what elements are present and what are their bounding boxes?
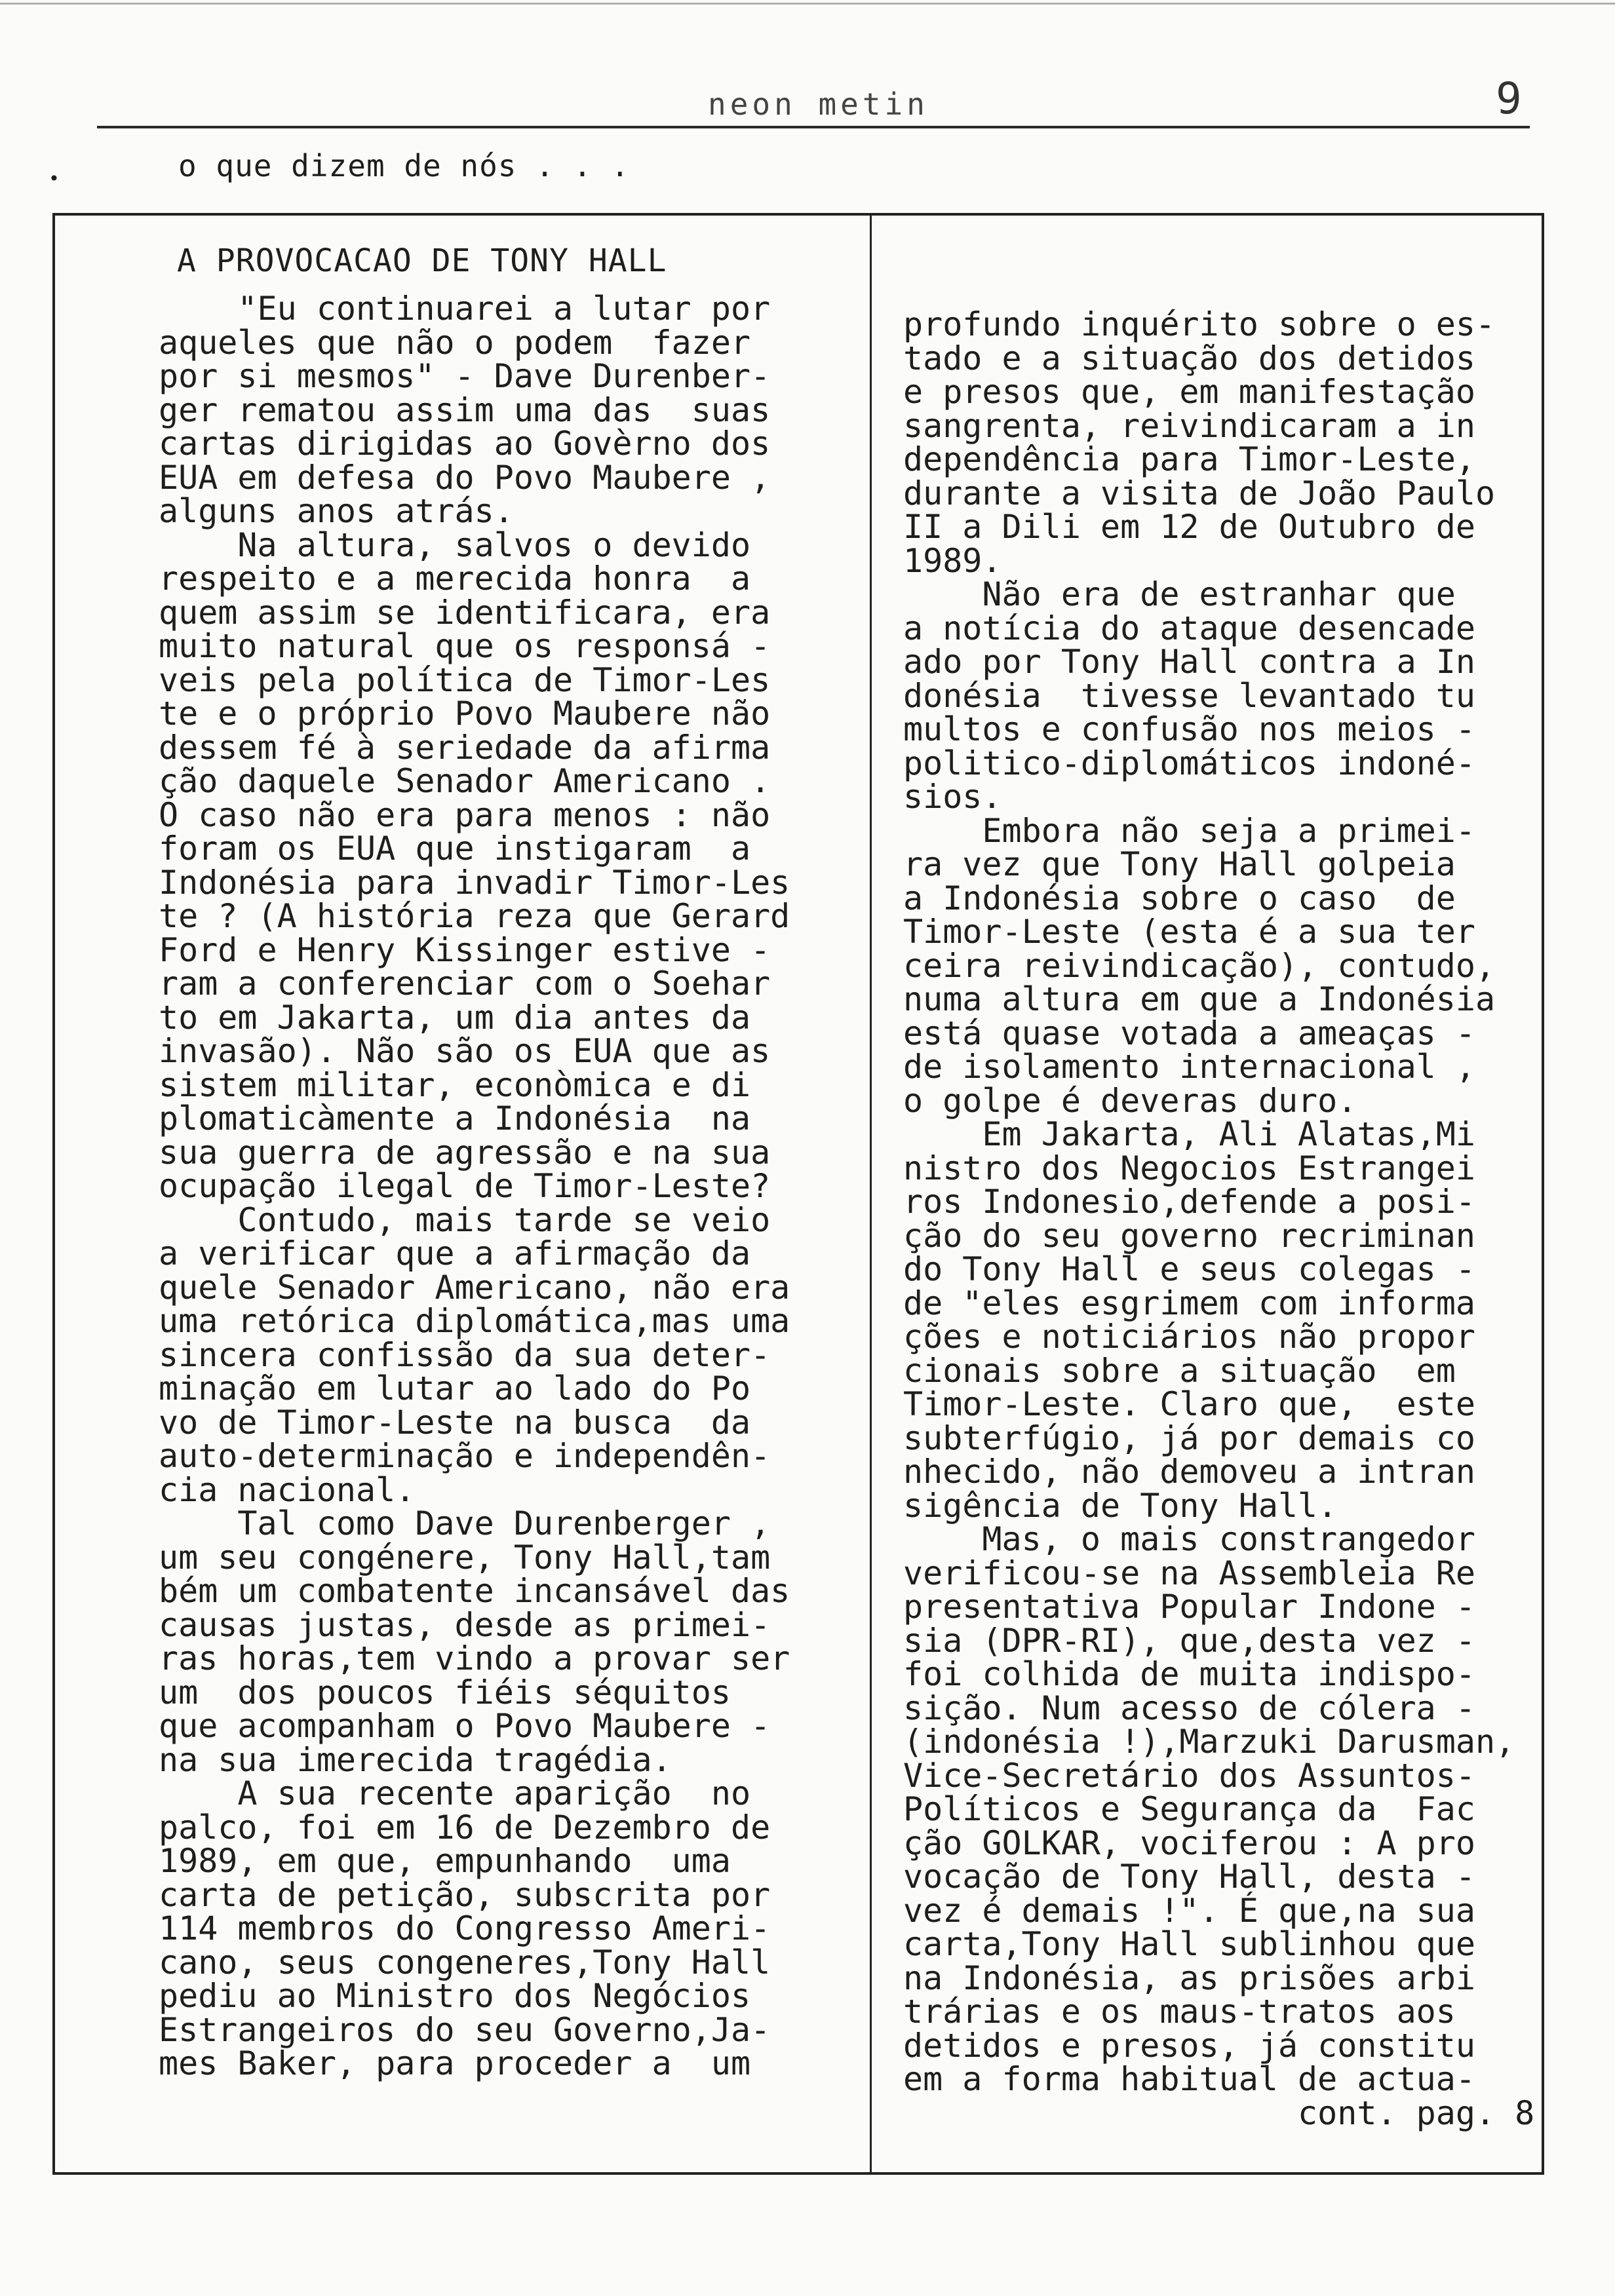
header-rule bbox=[97, 126, 1530, 128]
article-title: A PROVOCACAO DE TONY HALL bbox=[177, 242, 667, 279]
bullet-mark: • bbox=[49, 168, 60, 189]
article-column-right: profundo inquérito sobre o es- tado e a situação dos detidos e presos que, em manifestação sangrenta, reivindicaram a in dependência para Timor-Leste, durante a visita de João Paulo II a Dili em 12 de Outubro de 1989. Não era de estranhar que a notícia do ataque desencade ado por Tony Hall contra a In donésia tivesse levantado tu multos e confusão nos meios - politico-diplomáticos indoné- sios. Embora não seja a primei- ra vez que Tony Hall golpeia a Indonésia sobre o caso de Timor-Leste (esta é a sua ter ceira reivindicação), contudo, numa altura em que a Indonésia está quase votada a ameaças - de isolamento internacional , o golpe é deveras duro. Em Jakarta, Ali Alatas,Mi nistro dos Negocios Estrangei ros Indonesio,defende a posi- ção do seu governo recriminan do Tony Hall e seus colegas - de "eles esgrimem com informa ções e noticiários não propor cionais sobre a situação em Timor-Leste. Claro que, este subterfúgio, já por demais co nhecido, não demoveu a intran sigência de Tony Hall. Mas, o mais constrangedor verificou-se na Assembleia Re presentativa Popular Indone - sia (DPR-RI), que,desta vez - foi colhida de muita indispo- sição. Num acesso de cólera - (indonésia !),Marzuki Darusman, Vice-Secretário dos Assuntos- Políticos e Segurança da Fac ção GOLKAR, vociferou : A pro vocação de Tony Hall, desta - vez é demais !". É que,na sua carta,Tony Hall sublinhou que na Indonésia, as prisões arbi trárias e os maus-tratos aos detidos e presos, já constitu em a forma habitual de actua- cont. pag. 8 bbox=[903, 305, 1535, 2132]
section-label: o que dizem de nós . . . bbox=[178, 148, 630, 183]
column-divider bbox=[870, 213, 872, 2175]
page-number: 9 bbox=[1496, 73, 1522, 124]
article-column-left: "Eu continuarei a lutar por aqueles que não o podem fazer por si mesmos" - Dave Durenber- ger rematou assim uma das suas cartas dirigidas ao Govèrno dos EUA em defesa do Povo Maubere , alguns anos atrás. Na altura, salvos o devido respeito e a merecida honra a quem assim se identificara, era muito natural que os responsá - veis pela política de Timor-Les te e o próprio Povo Maubere não dessem fé à seriedade da afirma ção daquele Senador Americano . O caso não era para menos : não foram os EUA que instigaram a Indonésia para invadir Timor-Les te ? (A história reza que Gerard Ford e Henry Kissinger estive - ram a conferenciar com o Soehar to em Jakarta, um dia antes da invasão). Não são os EUA que as sistem militar, econòmica e di plomaticàmente a Indonésia na sua guerra de agressão e na sua ocupação ilegal de Timor-Leste? Contudo, mais tarde se veio a verificar que a afirmação da quele Senador Americano, não era uma retórica diplomática,mas uma sincera confissão da sua deter- minação em lutar ao lado do Po vo de Timor-Leste na busca da auto-determinação e independên- cia nacional. Tal como Dave Durenberger , um seu congénere, Tony Hall,tam bém um combatente incansável das causas justas, desde as primei- ras horas,tem vindo a provar ser um dos poucos fiéis séquitos que acompanham o Povo Maubere - na sua imerecida tragédia. A sua recente aparição no palco, foi em 16 de Dezembro de 1989, em que, empunhando uma carta de petição, subscrita por 114 membros do Congresso Ameri- cano, seus congeneres,Tony Hall pediu ao Ministro dos Negócios Estrangeiros do seu Governo,Ja- mes Baker, para proceder a um bbox=[159, 290, 790, 2082]
running-head: neon metin bbox=[708, 86, 929, 122]
top-edge-line bbox=[0, 3, 1615, 5]
